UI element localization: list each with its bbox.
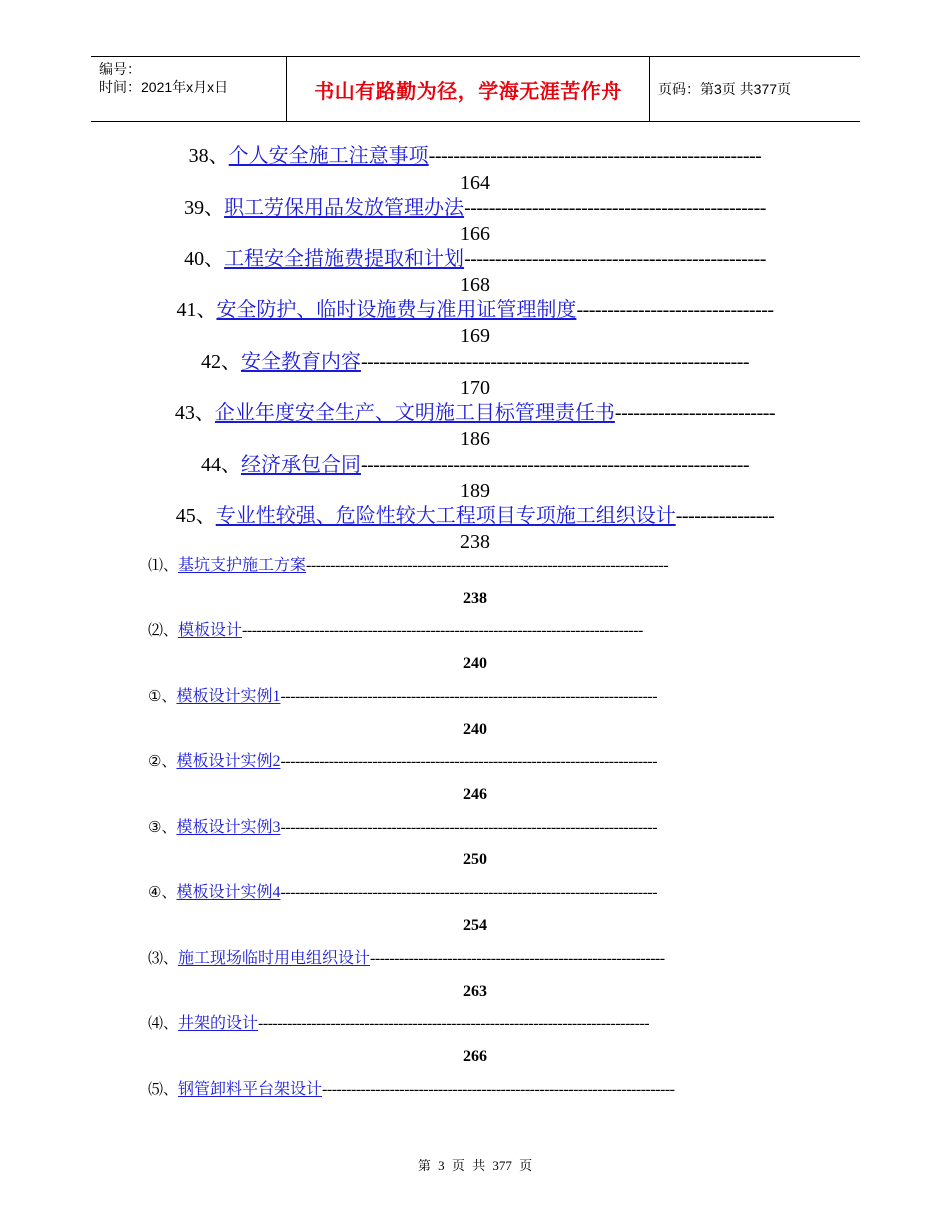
toc-entry-number: ③、: [148, 820, 177, 836]
toc-page-number: 186: [460, 428, 490, 450]
toc-leader-dashes: ---------------------------------------------------------------: [360, 351, 750, 373]
toc-leader-dashes: ---------------------------------------------------------------: [360, 454, 750, 476]
toc-leader-dashes: -------------------------------------------------------------: [370, 950, 665, 967]
toc-entry-link[interactable]: 安全防护、临时设施费与准用证管理制度: [216, 299, 577, 321]
toc-entry-number: ②、: [148, 754, 177, 770]
toc-entry-number: 41、: [176, 299, 217, 321]
toc-page-number: 168: [460, 274, 490, 296]
toc-entry-number: ⑸、: [148, 1082, 179, 1098]
toc-entry-number: 43、: [174, 402, 215, 424]
toc-entry-number: 44、: [200, 454, 241, 476]
toc-entry-link[interactable]: 专业性较强、危险性较大工程项目专项施工组织设计: [215, 505, 676, 527]
toc-leader-dashes: --------------------------: [614, 402, 776, 424]
toc-page-number: 166: [460, 223, 490, 245]
toc-page-number: 238: [463, 590, 487, 607]
toc-page-number: 266: [463, 1048, 487, 1065]
toc-page-number: 189: [460, 480, 490, 502]
toc-entry-number: 45、: [175, 505, 216, 527]
toc-entry-number: 38、: [188, 145, 229, 167]
document-time-label: 时间：2021年x月x日: [99, 79, 229, 95]
toc-entry-number: ⑵、: [148, 623, 179, 639]
toc-entry-number: 40、: [184, 248, 225, 270]
toc-entry-link[interactable]: 施工现场临时用电组织设计: [178, 950, 371, 967]
toc-leader-dashes: ----------------: [675, 505, 775, 527]
toc-page-number: 254: [463, 917, 487, 934]
toc-entry-link[interactable]: 基坑支护施工方案: [178, 557, 307, 574]
toc-page-number: 240: [463, 721, 487, 738]
toc-entry-link[interactable]: 模板设计实例1: [176, 688, 281, 705]
toc-leader-dashes: ------------------------------------------------------------------------------: [280, 819, 658, 836]
toc-entry-link[interactable]: 模板设计实例4: [176, 884, 281, 901]
toc-page-number: 250: [463, 851, 487, 868]
toc-entry-link[interactable]: 模板设计: [178, 622, 243, 639]
toc-leader-dashes: -------------------------------------------------------------------------: [322, 1081, 675, 1098]
page-footer: 第 3 页 共 377 页: [417, 1158, 533, 1173]
toc-leader-dashes: ------------------------------------------------------: [428, 145, 762, 167]
toc-entry-number: ⑶、: [148, 951, 179, 967]
toc-page-number: 240: [463, 655, 487, 672]
toc-leader-dashes: -----------------------------------------------------------------------------------: [242, 622, 643, 639]
toc-entry-link[interactable]: 安全教育内容: [240, 351, 361, 373]
toc-entry-link[interactable]: 模板设计实例2: [176, 753, 281, 770]
toc-leader-dashes: -------------------------------------------------: [464, 197, 766, 219]
toc-leader-dashes: ---------------------------------------------------------------------------: [306, 557, 669, 574]
toc-leader-dashes: ------------------------------------------------------------------------------: [280, 688, 658, 705]
toc-page-number: 263: [463, 983, 487, 1000]
toc-leader-dashes: --------------------------------: [576, 299, 774, 321]
header-motto: 书山有路勤为径，学海无涯苦作舟: [314, 78, 622, 103]
toc-entry-link[interactable]: 工程安全措施费提取和计划: [224, 248, 465, 270]
toc-entry-link[interactable]: 模板设计实例3: [176, 819, 281, 836]
toc-entry-link[interactable]: 井架的设计: [178, 1015, 259, 1032]
toc-page-number: 238: [460, 531, 490, 553]
toc-leader-dashes: ------------------------------------------------------------------------------: [280, 753, 658, 770]
header-page-label: 页码：第3页 共377页: [658, 81, 792, 97]
toc-page-number: 246: [463, 786, 487, 803]
toc-leader-dashes: -------------------------------------------------: [464, 248, 766, 270]
toc-page-number: 169: [460, 325, 490, 347]
toc-entry-number: ④、: [148, 885, 177, 901]
toc-entry-number: ⑴、: [148, 558, 179, 574]
document-number-label: 编号：: [99, 61, 141, 77]
toc-leader-dashes: ---------------------------------------------------------------------------------: [258, 1015, 650, 1032]
toc-entry-link[interactable]: 钢管卸料平台架设计: [178, 1081, 323, 1098]
toc-entry-link[interactable]: 经济承包合同: [240, 454, 361, 476]
toc-entry-link[interactable]: 企业年度安全生产、文明施工目标管理责任书: [214, 402, 615, 424]
toc-entry-number: 42、: [200, 351, 241, 373]
toc-entry-number: ⑷、: [148, 1016, 179, 1032]
toc-entry-number: 39、: [184, 197, 225, 219]
toc-page-number: 170: [460, 377, 490, 399]
toc-entry-number: ①、: [148, 689, 177, 705]
toc-entry-link[interactable]: 职工劳保用品发放管理办法: [224, 197, 465, 219]
toc-page-number: 164: [460, 172, 490, 194]
toc-leader-dashes: ------------------------------------------------------------------------------: [280, 884, 658, 901]
toc-entry-link[interactable]: 个人安全施工注意事项: [228, 145, 429, 167]
